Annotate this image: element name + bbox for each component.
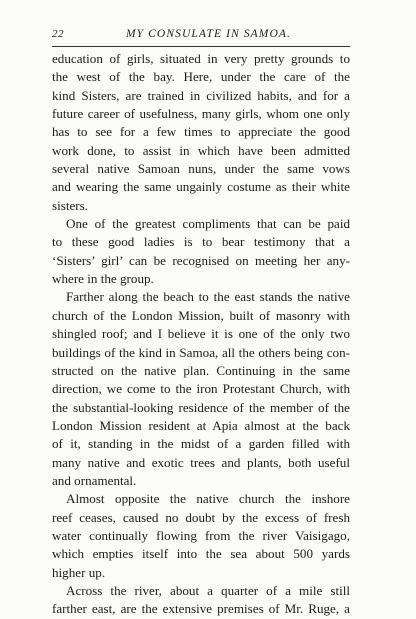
text-line: many native and exotic trees and plants, both useful	[52, 454, 350, 470]
text-line: and ornamental.	[52, 472, 137, 488]
running-title: MY CONSULATE IN SAMOA.	[126, 28, 291, 40]
page-number: 22	[52, 28, 64, 40]
page-header	[52, 28, 350, 44]
text-line: to these good ladies is to bear testimony that a	[52, 234, 350, 250]
text-line: church of the London Mission, built of masonry with	[52, 307, 350, 323]
text-line: One of the greatest compliments that can be paid	[66, 216, 350, 232]
text-line: sisters.	[52, 197, 89, 213]
text-line: the west of the bay. Here, under the care of the	[52, 69, 350, 85]
text-line: shingled roof; and I believe it is one of the only two	[52, 326, 350, 342]
text-line: which empties itself into the sea about 500 yards	[52, 546, 350, 562]
text-line: kind Sisters, are trained in civilized habits, and for a	[52, 87, 350, 103]
text-line: Almost opposite the native church the inshore	[66, 491, 350, 507]
text-line: of it, standing in the midst of a garden filled with	[52, 436, 350, 452]
text-line: future career of usefulness, many girls, whom one only	[52, 106, 350, 122]
text-line: where in the group.	[52, 271, 154, 287]
header-rule	[52, 46, 350, 47]
text-line: several native Samoan nuns, under the same vows	[52, 161, 350, 177]
text-line: direction, we come to the iron Protestant Church, with	[52, 381, 350, 397]
text-line: buildings of the kind in Samoa, all the others being con-	[52, 344, 350, 360]
text-line: higher up.	[52, 564, 106, 580]
text-line: London Mission resident at Apia almost at the back	[52, 417, 350, 433]
text-line: has to see for a few times to appreciate the good	[52, 124, 350, 140]
text-line: farther east, are the extensive premises of Mr. Ruge, a	[52, 601, 350, 617]
body-text	[52, 50, 350, 619]
text-line: water continually flowing from the river Vaisigago,	[52, 527, 350, 543]
text-line: and wearing the same ungainly costume as their white	[52, 179, 350, 195]
text-line: reef ceases, caused no doubt by the excess of fresh	[52, 509, 350, 525]
text-line: work done, to assist in which have been admitted	[52, 142, 350, 158]
text-line: Farther along the beach to the east stands the native	[66, 289, 350, 305]
text-line: the substantial-looking residence of the member of the	[52, 399, 350, 415]
text-line: structed on the native plan. Continuing in the same	[52, 362, 350, 378]
text-line: education of girls, situated in very pretty grounds to	[52, 51, 350, 66]
text-line: Across the river, about a quarter of a mile still	[66, 582, 350, 598]
text-line: ‘Sisters’ girl’ can be recognised on meeting her any-	[52, 252, 350, 268]
